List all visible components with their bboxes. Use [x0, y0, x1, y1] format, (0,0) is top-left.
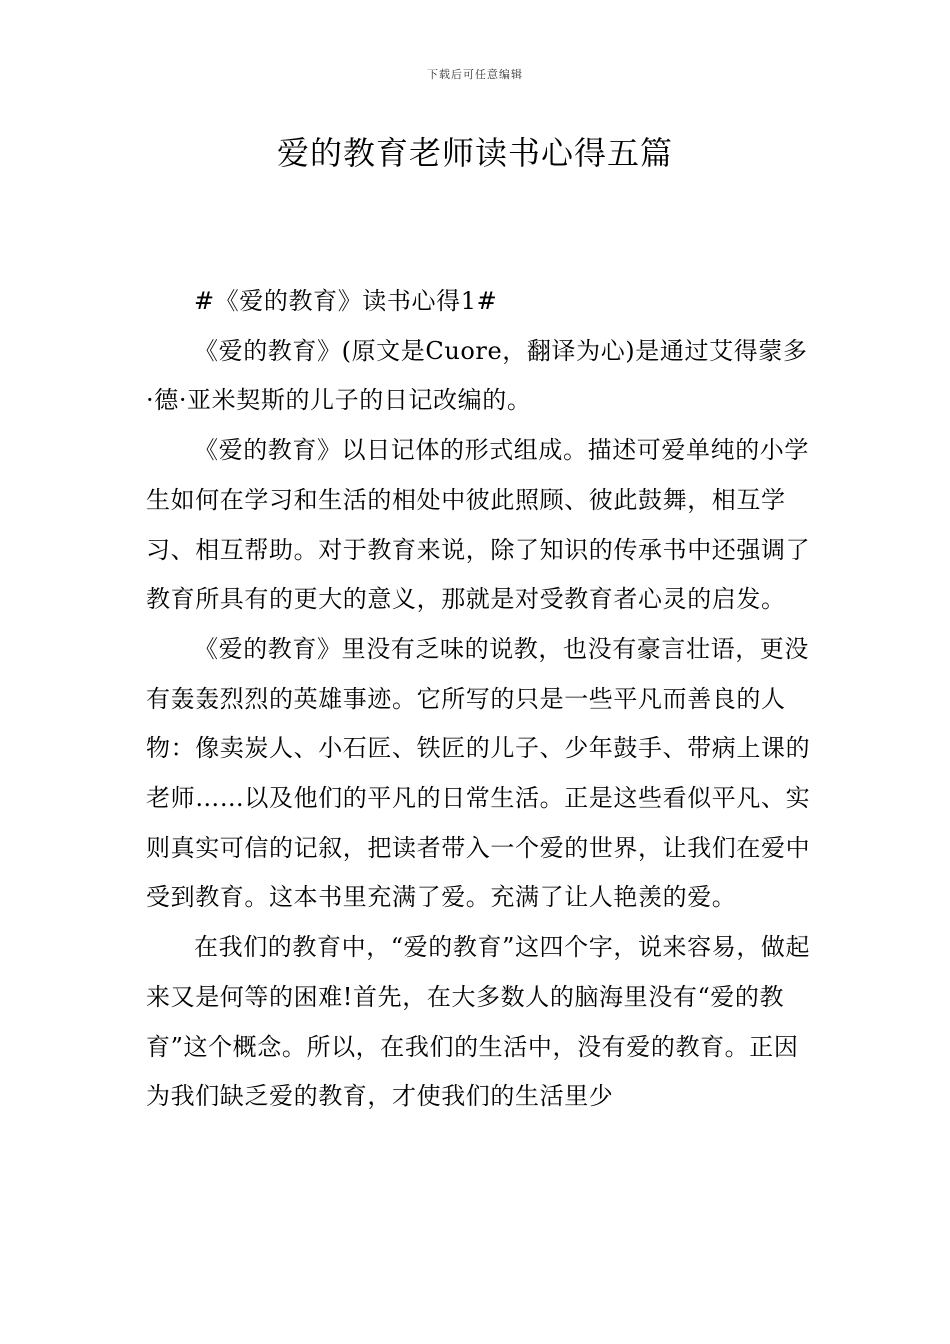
document-title: 爱的教育老师读书心得五篇 [276, 134, 673, 172]
paragraph: 《爱的教育》(原文是Cuore，翻译为心)是通过艾得蒙多·德·亚米契斯的儿子的日记改编的。 [146, 336, 808, 415]
section-heading: #《爱的教育》读书心得1# [194, 287, 498, 315]
document-body [146, 277, 814, 1122]
paragraph: 《爱的教育》里没有乏味的说教，也没有豪言壮语，更没有轰轰烈烈的英雄事迹。它所写的只是一些平凡而善良的人物：像卖炭人、小石匠、铁匠的儿子、少年鼓手、带病上课的老师……以及他们的平凡的日常生活。正是这些看似平凡、实则真实可信的记叙，把读者带入一个爱的世界，让我们在爱中受到教育。这本书里充满了爱。充满了让人艳羡的爱。 [146, 634, 811, 912]
paragraph: 在我们的教育中，“爱的教育”这四个字，说来容易，做起来又是何等的困难!首先，在大多数人的脑海里没有“爱的教育”这个概念。所以，在我们的生活中，没有爱的教育。正因为我们缺乏爱的教育，才使我们的生活里少 [146, 933, 811, 1111]
paragraph: 《爱的教育》以日记体的形式组成。描述可爱单纯的小学生如何在学习和生活的相处中彼此照顾、彼此鼓舞，相互学习、相互帮助。对于教育来说，除了知识的传承书中还强调了教育所具有的更大的意义，那就是对受教育者心灵的启发。 [146, 436, 811, 614]
header-note: 下载后可任意编辑 [427, 68, 523, 81]
